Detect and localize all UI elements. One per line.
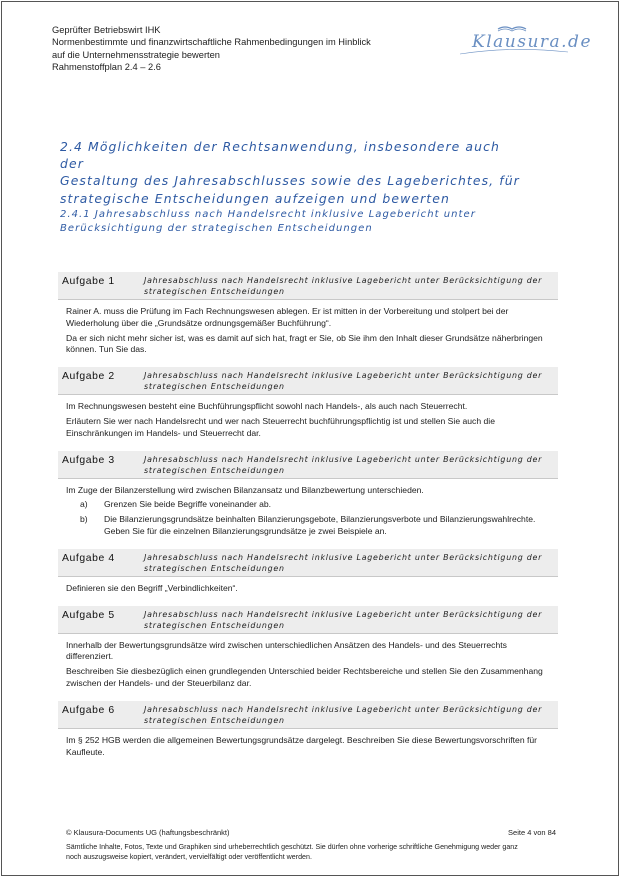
- task-topic: [144, 608, 554, 631]
- task-topic: [144, 551, 554, 574]
- topic-line: Jahresabschluss nach Handelsrecht inklusive Lagebericht unter Berücksichtigung der: [144, 609, 543, 619]
- header-line: auf die Unternehmensstrategie bewerten: [52, 49, 220, 60]
- task-paragraph: Im § 252 HGB werden die allgemeinen Bewertungsgrundsätze dargelegt. Beschreiben Sie diese Bewertungsvorschriften für Kaufleute.: [66, 734, 538, 757]
- topic-line: strategischen Entscheidungen: [144, 287, 285, 296]
- task-paragraph: Innerhalb der Bewertungsgrundsätze wird zwischen unterschiedlichen Ansätzen des Handels- und des Steuerrechts differenziert.: [66, 639, 507, 662]
- topic-line: strategischen Entscheidungen: [144, 563, 285, 573]
- legal-line: Sämtliche Inhalte, Fotos, Texte und Graphiken sind urheberrechtlich geschützt. Sie dürfen ohne vorherige schriftliche Genehmigung weder ganz: [66, 843, 518, 852]
- task-topic: [144, 274, 554, 297]
- topic-line: strategischen Entscheidungen: [144, 715, 285, 725]
- task-header: [58, 701, 558, 729]
- task-paragraph: Erläutern Sie wer nach Handelsrecht und wer nach Steuerrecht buchführungspflichtig ist und stellen Sie auch die Einschränkungen im Handels- und Steuerrecht dar.: [66, 415, 495, 438]
- task: [58, 606, 558, 701]
- page-footer: [66, 828, 556, 862]
- header-line: Normenbestimmte und finanzwirtschaftliche Rahmenbedingungen im Hinblick: [52, 37, 371, 48]
- logo-text: Klausura.de: [472, 32, 593, 52]
- header-line: Rahmenstoffplan 2.4 – 2.6: [52, 62, 161, 73]
- topic-line: Jahresabschluss nach Handelsrecht inklusive Lagebericht unter Berücksichtigung der: [144, 371, 543, 381]
- task-header: [58, 367, 558, 395]
- subsection-heading: [60, 208, 520, 237]
- task-body: [58, 300, 558, 367]
- task-paragraph: Beschreiben Sie diesbezüglich einen grundlegenden Unterschied beider Rechtsbereiche und stellen Sie den Zusammenhang zwischen der Handels- und der Steuerbilanz dar.: [66, 666, 543, 688]
- task-body: [58, 577, 558, 606]
- task-body: [58, 479, 558, 549]
- task-topic: [144, 703, 554, 726]
- task-label: Aufgabe 5: [62, 609, 115, 621]
- footer-row: [66, 828, 556, 838]
- legal-line: noch auszugsweise kopiert, verändert, vervielfältigt oder veröffentlicht werden.: [66, 853, 312, 862]
- list-text: Grenzen Sie beide Begriffe voneinander ab.: [104, 499, 272, 510]
- task: [58, 451, 558, 549]
- klausura-logo: [452, 20, 593, 60]
- task-paragraph: Rainer A. muss die Prüfung im Fach Rechnungswesen ablegen. Er ist mitten in der Vorbereitung und stolpert bei der Wiederholung über die „Grundsätze ordnungsgemäßer Buchführung“.: [66, 306, 509, 328]
- list-marker: b): [80, 514, 88, 525]
- task-label: Aufgabe 3: [62, 454, 115, 466]
- task-label: Aufgabe 1: [62, 276, 115, 287]
- header-line: Geprüfter Betriebswirt IHK: [52, 25, 161, 35]
- topic-line: Jahresabschluss nach Handelsrecht inklusive Lagebericht unter Berücksichtigung der: [144, 276, 543, 285]
- list-text: Die Bilanzierungsgrundsätze beinhalten Bilanzierungsgebote, Bilanzierungsverbote und Bilanzierungswahlrechte. Geben Sie für die einzelnen Bilanzierungsgrundsätze je zwei Beispiele an.: [104, 514, 536, 536]
- section-heading: [60, 138, 520, 207]
- task-label: Aufgabe 6: [62, 704, 115, 716]
- topic-line: strategischen Entscheidungen: [144, 620, 285, 630]
- task: [58, 549, 558, 606]
- task-paragraph: Im Rechnungswesen besteht eine Buchführungspflicht sowohl nach Handels-, als auch nach Steuerrecht.: [66, 401, 468, 412]
- topic-line: strategischen Entscheidungen: [144, 465, 285, 475]
- copyright: © Klausura-Documents UG (haftungsbeschränkt): [66, 828, 230, 837]
- page-header: [52, 24, 472, 74]
- task-body: [58, 634, 558, 701]
- heading-line: Gestaltung des Jahresabschlusses sowie des Lageberichtes, für: [60, 173, 520, 189]
- task-header: [58, 272, 558, 300]
- task-label: Aufgabe 4: [62, 552, 115, 564]
- task-header: [58, 606, 558, 634]
- subheading-line: 2.4.1 Jahresabschluss nach Handelsrecht inklusive Lagebericht unter: [60, 209, 476, 220]
- document-page: [1, 1, 619, 876]
- topic-line: Jahresabschluss nach Handelsrecht inklusive Lagebericht unter Berücksichtigung der: [144, 704, 543, 714]
- heading-line: strategische Entscheidungen aufzeigen und bewerten: [60, 190, 450, 206]
- task: [58, 701, 558, 770]
- topic-line: strategischen Entscheidungen: [144, 382, 285, 392]
- task-header: [58, 451, 558, 479]
- task-body: [58, 395, 558, 450]
- task-label: Aufgabe 2: [62, 371, 115, 383]
- task-header: [58, 549, 558, 577]
- task-paragraph: Definieren sie den Begriff „Verbindlichkeiten“.: [66, 582, 238, 593]
- task: [58, 272, 558, 367]
- legal-notice: [66, 842, 556, 862]
- page-number: Seite 4 von 84: [508, 828, 556, 837]
- heading-line: 2.4 Möglichkeiten der Rechtsanwendung, insbesondere auch der: [60, 139, 500, 172]
- list-item: [66, 499, 550, 511]
- task: [58, 367, 558, 450]
- task-topic: [144, 369, 554, 392]
- task-paragraph: Da er sich nicht mehr sicher ist, was es damit auf sich hat, fragt er Sie, ob Sie ihm den Inhalt dieser Grundsätze näherbringen können. Tun Sie das.: [66, 332, 543, 355]
- topic-line: Jahresabschluss nach Handelsrecht inklusive Lagebericht unter Berücksichtigung der: [144, 454, 543, 464]
- list-marker: a): [80, 499, 88, 510]
- task-topic: [144, 453, 554, 476]
- subheading-line: Berücksichtigung der strategischen Entscheidungen: [60, 223, 373, 235]
- task-body: [58, 729, 558, 770]
- task-list: [58, 272, 558, 769]
- topic-line: Jahresabschluss nach Handelsrecht inklusive Lagebericht unter Berücksichtigung der: [144, 552, 543, 562]
- list-item: [66, 514, 550, 538]
- task-sublist: [66, 499, 550, 537]
- task-paragraph: Im Zuge der Bilanzerstellung wird zwischen Bilanzansatz und Bilanzbewertung unterschieden.: [66, 484, 424, 495]
